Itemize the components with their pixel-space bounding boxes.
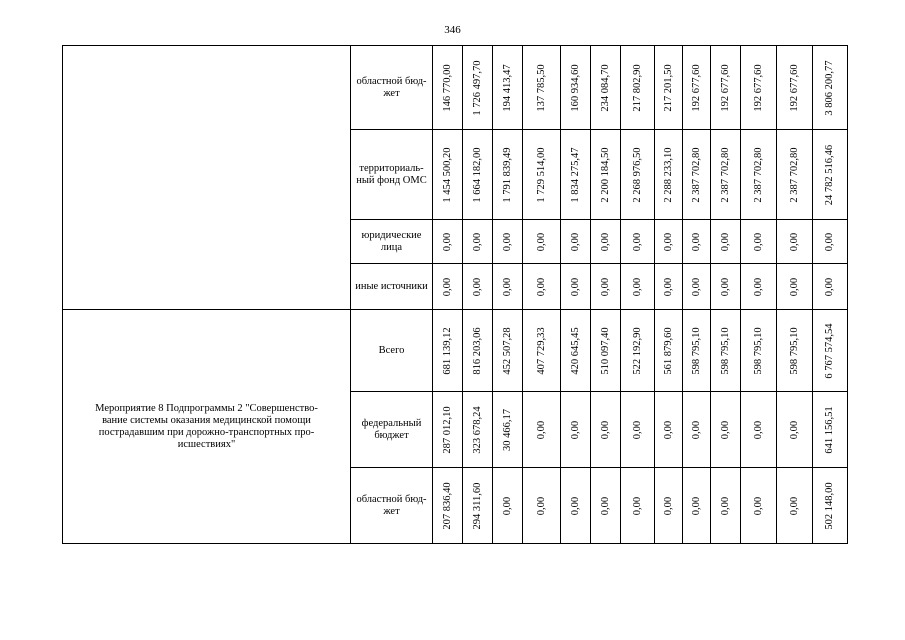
- amount-cell: [741, 46, 777, 130]
- amount-cell: [433, 220, 463, 264]
- amount-value: 0,00: [599, 496, 611, 515]
- amount-value: 0,00: [719, 232, 731, 251]
- amount-cell: [591, 46, 621, 130]
- amount-value: 598 795,10: [719, 326, 731, 375]
- amount-value: 407 729,33: [535, 326, 547, 375]
- amount-cell: [561, 130, 591, 220]
- amount-cell: [621, 220, 655, 264]
- amount-value: 0,00: [662, 277, 674, 296]
- amount-value: 0,00: [662, 232, 674, 251]
- amount-value: 6 767 574,54: [824, 322, 835, 379]
- amount-value: 1 726 497,70: [471, 59, 483, 116]
- amount-cell: [561, 264, 591, 310]
- amount-value: 0,00: [569, 277, 581, 296]
- amount-value: 0,00: [501, 277, 513, 296]
- amount-cell: [683, 264, 711, 310]
- amount-value: 1 834 275,47: [569, 146, 581, 203]
- funding-source-cell: территориаль- ный фонд ОМС: [351, 130, 433, 220]
- amount-value: 0,00: [631, 277, 643, 296]
- amount-value: 0,00: [535, 232, 547, 251]
- amount-value: 0,00: [788, 420, 800, 439]
- amount-cell: [741, 264, 777, 310]
- funding-source-cell: Всего: [351, 310, 433, 392]
- amount-cell: [621, 310, 655, 392]
- amount-cell: [655, 220, 683, 264]
- amount-value: 0,00: [631, 420, 643, 439]
- amount-cell: [813, 220, 848, 264]
- funding-source-cell: областной бюд- жет: [351, 46, 433, 130]
- amount-value: 598 795,10: [788, 326, 800, 375]
- amount-value: 1 729 514,00: [535, 146, 547, 203]
- amount-value: 30 466,17: [501, 408, 513, 451]
- event-name-cell: Мероприятие 8 Подпрограммы 2 "Совершенство- вание системы оказания медицинской помощи пострадавшим при дорожно-транспортных про- исшествиях": [63, 310, 351, 544]
- amount-value: 217 201,50: [662, 63, 674, 112]
- amount-value: 0,00: [824, 277, 835, 296]
- amount-cell: [523, 264, 561, 310]
- amount-value: 207 836,40: [441, 481, 453, 530]
- amount-value: 0,00: [690, 277, 702, 296]
- amount-cell: [493, 310, 523, 392]
- amount-cell: [711, 468, 741, 544]
- amount-value: 0,00: [631, 232, 643, 251]
- amount-value: 561 879,60: [662, 326, 674, 375]
- amount-cell: [561, 310, 591, 392]
- amount-value: 0,00: [535, 277, 547, 296]
- amount-value: 160 934,60: [569, 63, 581, 112]
- amount-cell: [523, 468, 561, 544]
- amount-value: 1 664 182,00: [471, 146, 483, 203]
- amount-value: 0,00: [501, 496, 513, 515]
- amount-cell: [711, 220, 741, 264]
- amount-cell: [523, 392, 561, 468]
- amount-value: 641 156,51: [824, 405, 835, 454]
- amount-value: 0,00: [471, 277, 483, 296]
- amount-value: 0,00: [441, 277, 453, 296]
- amount-cell: [813, 468, 848, 544]
- amount-cell: [777, 46, 813, 130]
- amount-value: 0,00: [752, 420, 764, 439]
- amount-cell: [463, 130, 493, 220]
- amount-value: 0,00: [690, 232, 702, 251]
- amount-value: 217 802,90: [631, 63, 643, 112]
- amount-value: 0,00: [569, 496, 581, 515]
- table-row: [63, 310, 848, 392]
- amount-value: 2 288 233,10: [662, 146, 674, 203]
- amount-value: 0,00: [535, 496, 547, 515]
- amount-cell: [591, 392, 621, 468]
- amount-value: 0,00: [788, 277, 800, 296]
- amount-cell: [493, 392, 523, 468]
- amount-value: 192 677,60: [788, 63, 800, 112]
- amount-cell: [433, 468, 463, 544]
- amount-value: 0,00: [599, 277, 611, 296]
- amount-cell: [463, 220, 493, 264]
- amount-cell: [683, 310, 711, 392]
- table-row: [63, 46, 848, 130]
- amount-cell: [741, 468, 777, 544]
- amount-value: 0,00: [441, 232, 453, 251]
- amount-cell: [493, 46, 523, 130]
- amount-cell: [463, 392, 493, 468]
- amount-cell: [777, 220, 813, 264]
- amount-value: 510 097,40: [599, 326, 611, 375]
- amount-value: 192 677,60: [719, 63, 731, 112]
- amount-cell: [777, 310, 813, 392]
- amount-cell: [777, 392, 813, 468]
- funding-source-cell: федеральный бюджет: [351, 392, 433, 468]
- amount-value: 1 791 839,49: [501, 146, 513, 203]
- amount-value: 0,00: [752, 496, 764, 515]
- amount-cell: [493, 468, 523, 544]
- amount-cell: [683, 46, 711, 130]
- amount-value: 0,00: [752, 277, 764, 296]
- amount-value: 0,00: [569, 232, 581, 251]
- page-number: 346: [444, 24, 461, 36]
- amount-cell: [591, 264, 621, 310]
- amount-value: 194 413,47: [501, 63, 513, 112]
- amount-cell: [433, 46, 463, 130]
- amount-cell: [655, 46, 683, 130]
- amount-value: 2 268 976,50: [631, 146, 643, 203]
- amount-cell: [711, 46, 741, 130]
- amount-value: 0,00: [752, 232, 764, 251]
- amount-cell: [561, 46, 591, 130]
- amount-cell: [591, 130, 621, 220]
- amount-cell: [523, 310, 561, 392]
- amount-value: 3 806 200,77: [824, 59, 835, 116]
- amount-value: 0,00: [690, 496, 702, 515]
- amount-cell: [711, 130, 741, 220]
- amount-cell: [433, 310, 463, 392]
- amount-value: 2 387 702,80: [690, 146, 702, 203]
- amount-cell: [655, 130, 683, 220]
- amount-cell: [813, 264, 848, 310]
- amount-value: 234 084,70: [599, 63, 611, 112]
- amount-cell: [655, 264, 683, 310]
- amount-value: 2 387 702,80: [752, 146, 764, 203]
- amount-value: 0,00: [501, 232, 513, 251]
- amount-cell: [523, 220, 561, 264]
- amount-value: 598 795,10: [752, 326, 764, 375]
- amount-value: 452 507,28: [501, 326, 513, 375]
- amount-cell: [683, 130, 711, 220]
- funding-source-cell: областной бюд- жет: [351, 468, 433, 544]
- amount-value: 681 139,12: [441, 326, 453, 375]
- amount-value: 502 148,00: [824, 481, 835, 530]
- amount-cell: [433, 130, 463, 220]
- budget-table: [62, 45, 848, 544]
- amount-cell: [433, 264, 463, 310]
- amount-value: 294 311,60: [471, 482, 483, 529]
- amount-cell: [493, 220, 523, 264]
- amount-cell: [777, 264, 813, 310]
- amount-value: 323 678,24: [471, 405, 483, 454]
- amount-value: 0,00: [569, 420, 581, 439]
- amount-cell: [777, 130, 813, 220]
- amount-value: 0,00: [719, 496, 731, 515]
- amount-cell: [493, 130, 523, 220]
- amount-value: 0,00: [471, 232, 483, 251]
- amount-cell: [655, 392, 683, 468]
- amount-value: 24 782 516,46: [824, 144, 835, 205]
- amount-cell: [711, 264, 741, 310]
- amount-value: 0,00: [690, 420, 702, 439]
- amount-cell: [433, 392, 463, 468]
- amount-cell: [741, 130, 777, 220]
- amount-cell: [523, 46, 561, 130]
- amount-value: 2 387 702,80: [719, 146, 731, 203]
- amount-value: 420 645,45: [569, 326, 581, 375]
- amount-cell: [591, 468, 621, 544]
- amount-cell: [591, 220, 621, 264]
- amount-value: 2 387 702,80: [788, 146, 800, 203]
- amount-cell: [741, 392, 777, 468]
- event-name-cell: [63, 46, 351, 310]
- amount-value: 522 192,90: [631, 326, 643, 375]
- amount-value: 192 677,60: [690, 63, 702, 112]
- amount-value: 287 012,10: [441, 405, 453, 454]
- amount-cell: [561, 220, 591, 264]
- amount-cell: [711, 392, 741, 468]
- amount-value: 146 770,00: [441, 63, 453, 112]
- amount-value: 0,00: [662, 420, 674, 439]
- amount-cell: [463, 468, 493, 544]
- amount-value: 192 677,60: [752, 63, 764, 112]
- amount-cell: [561, 468, 591, 544]
- amount-value: 0,00: [535, 420, 547, 439]
- amount-value: 0,00: [631, 496, 643, 515]
- amount-cell: [741, 310, 777, 392]
- amount-value: 0,00: [719, 277, 731, 296]
- amount-value: 0,00: [719, 420, 731, 439]
- amount-cell: [621, 392, 655, 468]
- amount-value: 0,00: [788, 496, 800, 515]
- amount-value: 816 203,06: [471, 326, 483, 375]
- amount-value: 0,00: [662, 496, 674, 515]
- amount-cell: [493, 264, 523, 310]
- amount-cell: [621, 264, 655, 310]
- amount-value: 0,00: [788, 232, 800, 251]
- amount-value: 0,00: [824, 232, 835, 251]
- amount-cell: [813, 46, 848, 130]
- amount-cell: [655, 468, 683, 544]
- amount-value: 137 785,50: [535, 63, 547, 112]
- amount-value: 0,00: [599, 420, 611, 439]
- amount-cell: [813, 392, 848, 468]
- amount-value: 2 200 184,50: [599, 146, 611, 203]
- amount-value: 598 795,10: [690, 326, 702, 375]
- amount-cell: [683, 468, 711, 544]
- amount-cell: [621, 130, 655, 220]
- amount-cell: [523, 130, 561, 220]
- amount-cell: [463, 46, 493, 130]
- amount-cell: [621, 468, 655, 544]
- amount-cell: [591, 310, 621, 392]
- amount-cell: [813, 310, 848, 392]
- amount-cell: [813, 130, 848, 220]
- amount-value: 0,00: [599, 232, 611, 251]
- amount-cell: [561, 392, 591, 468]
- funding-source-cell: иные источники: [351, 264, 433, 310]
- amount-cell: [777, 468, 813, 544]
- amount-cell: [683, 220, 711, 264]
- amount-cell: [655, 310, 683, 392]
- amount-cell: [621, 46, 655, 130]
- amount-cell: [683, 392, 711, 468]
- amount-cell: [711, 310, 741, 392]
- amount-cell: [741, 220, 777, 264]
- funding-source-cell: юридические лица: [351, 220, 433, 264]
- amount-cell: [463, 264, 493, 310]
- amount-value: 1 454 500,20: [441, 146, 453, 203]
- amount-cell: [463, 310, 493, 392]
